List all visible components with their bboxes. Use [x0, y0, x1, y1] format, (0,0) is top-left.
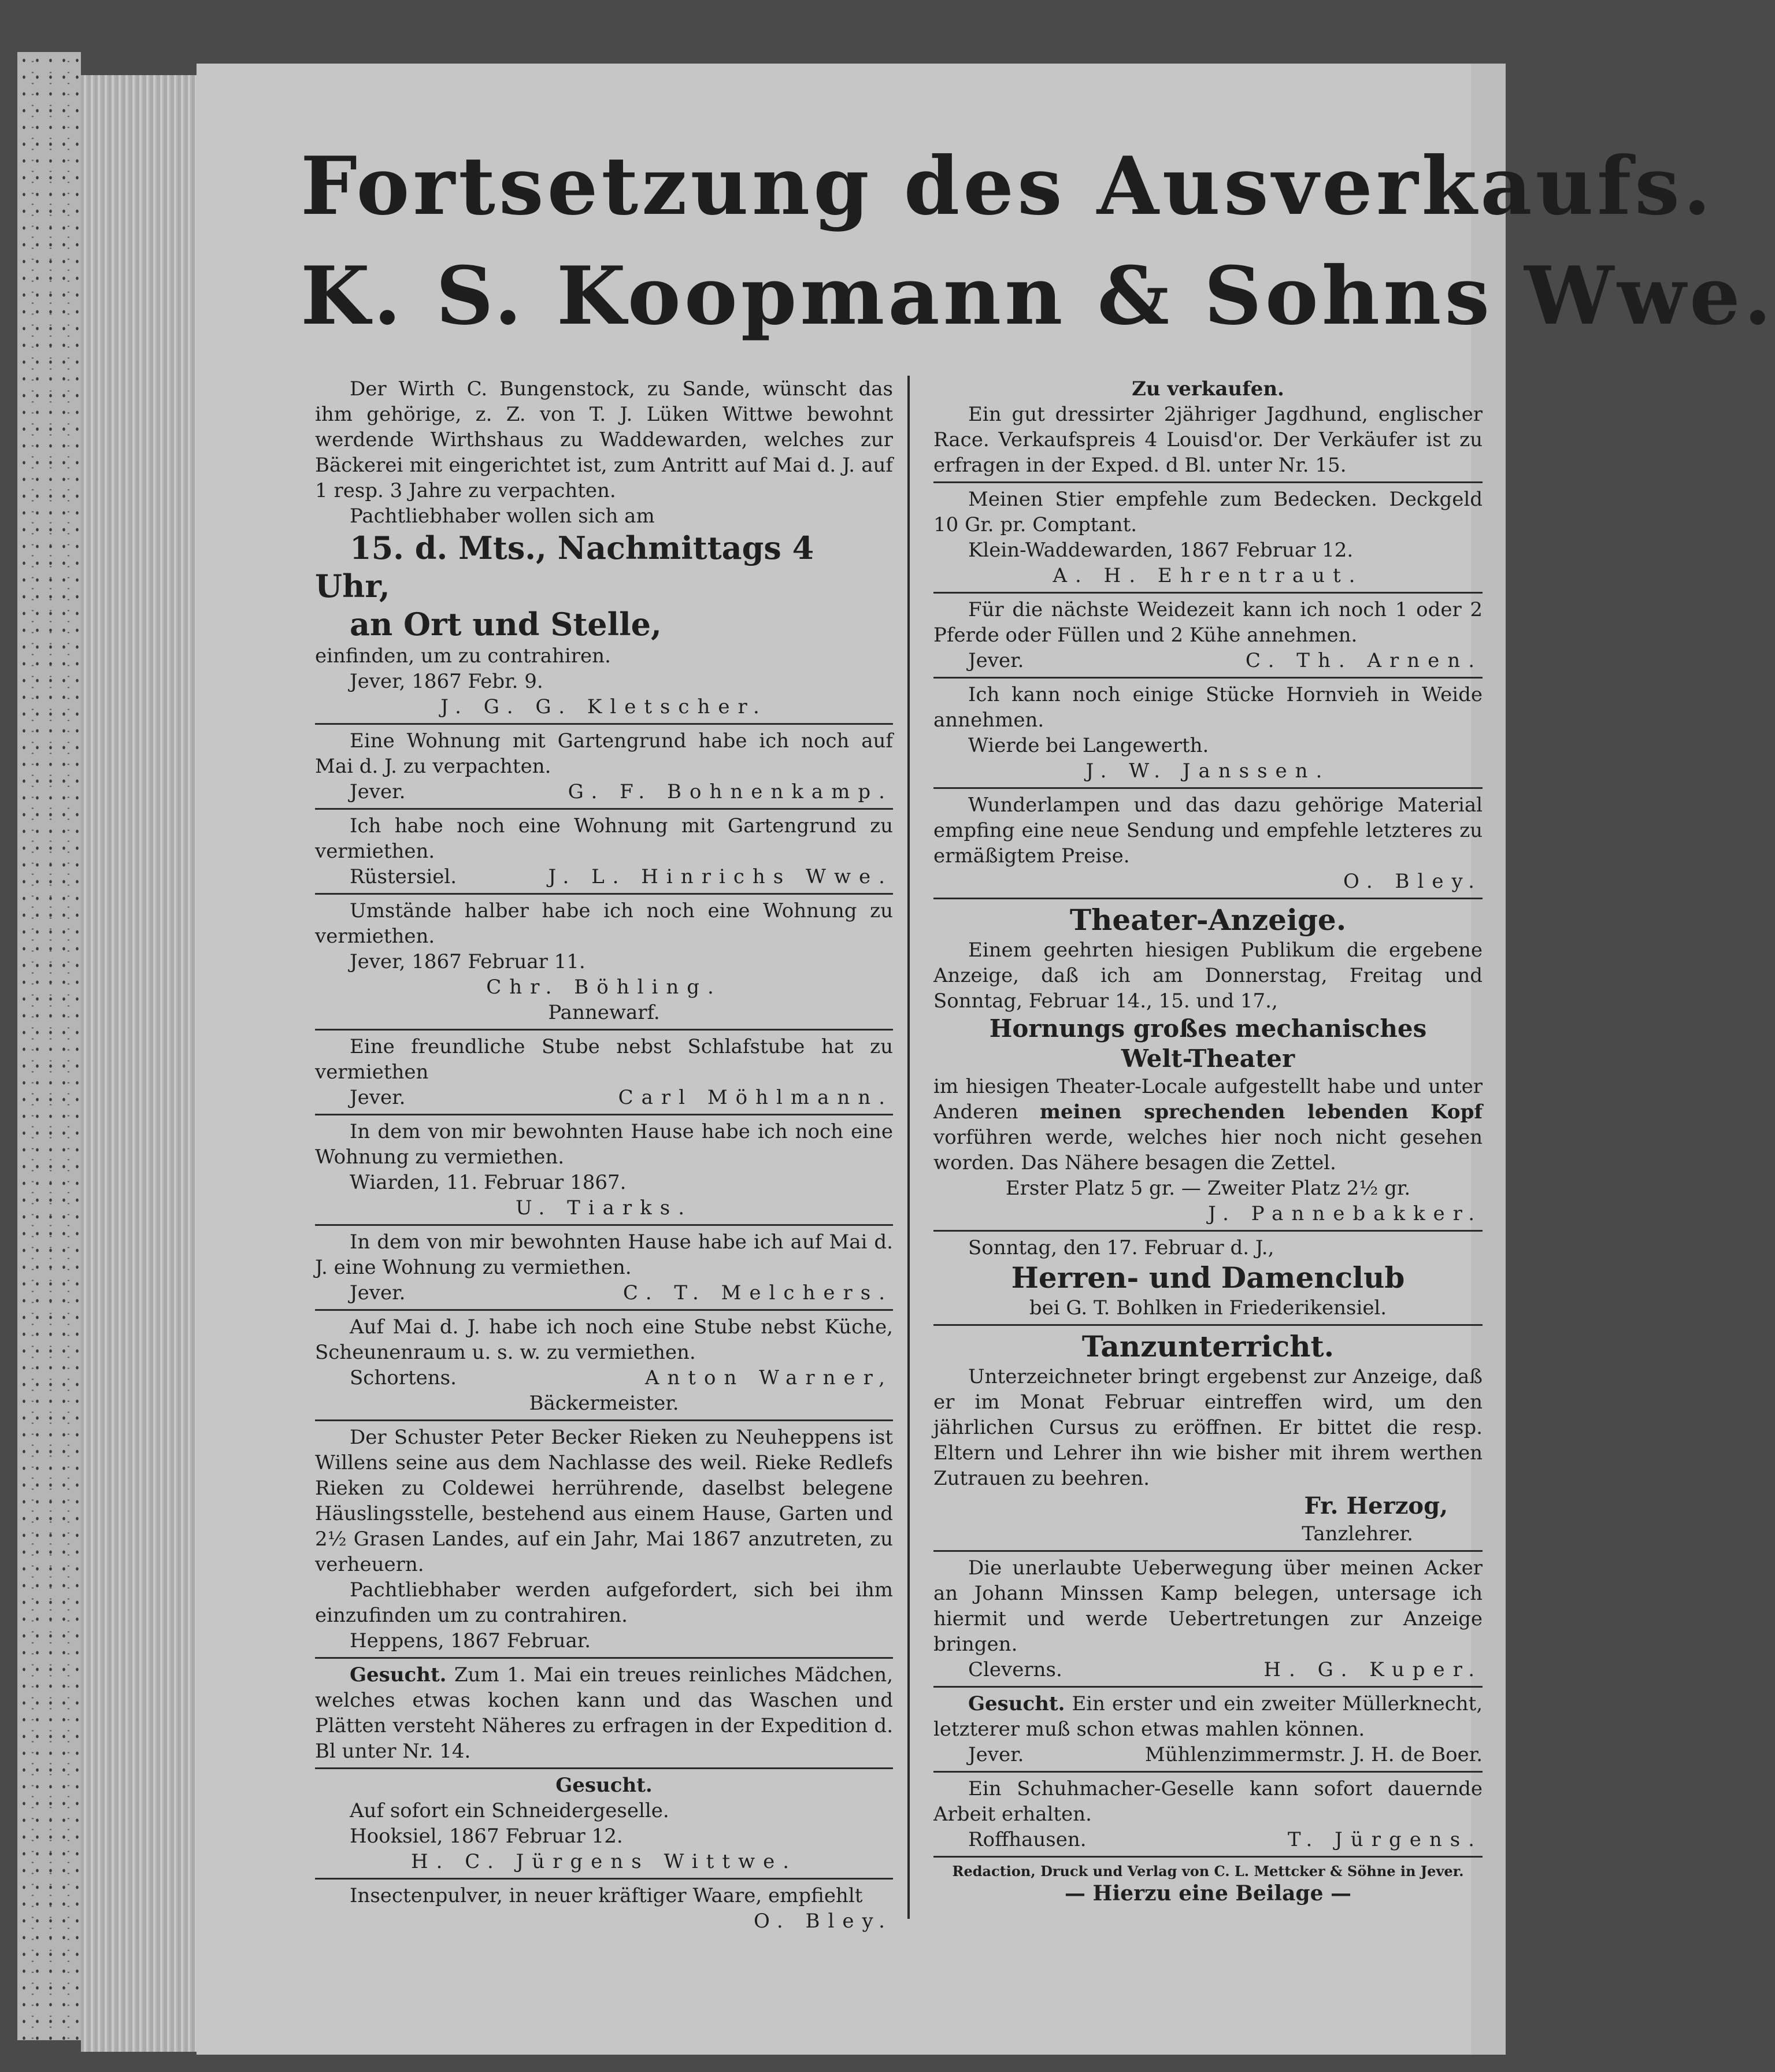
ad-title: Tanzunterricht.	[1081, 1329, 1335, 1363]
ad-text: Meinen Stier empfehle zum Bedecken. Deckgeld 10 Gr. pr. Comptant.	[933, 488, 1483, 536]
ad-highlight: Herren- und Damenclub	[1011, 1261, 1405, 1295]
ad-wirthshaus	[315, 373, 893, 725]
ad-text: Umstände halber habe ich noch eine Wohnung zu vermiethen.	[315, 899, 893, 948]
ad-signature: A. H. Ehrentraut.	[1053, 564, 1363, 587]
ad-jagdhund	[933, 373, 1483, 483]
ad-wunderlampen	[933, 789, 1483, 899]
ad-schuhmacher	[933, 1773, 1483, 1858]
ad-wohnung-5	[315, 1226, 893, 1311]
ad-stube-kueche	[315, 1311, 893, 1421]
ad-text: Ich habe noch eine Wohnung mit Gartengrund zu vermiethen.	[315, 814, 893, 863]
ad-text: Der Wirth C. Bungenstock, zu Sande, wünscht das ihm gehörige, z. Z. von T. J. Lüken Wittwe bewohnt werdende Wirthshaus zu Waddewarden, welches zur Bäckerei mit eingerichtet ist, zum Antritt auf Mai d. J. auf 1 resp. 3 Jahre zu verpachten.	[315, 377, 893, 502]
ad-signature: T. Jürgens.	[1287, 1828, 1483, 1851]
ad-signature-sub: Tanzlehrer.	[1302, 1522, 1413, 1545]
imprint: Redaction, Druck und Verlag von C. L. Mettcker & Söhne in Jever.	[952, 1863, 1464, 1880]
ad-signature: J. G. G. Kletscher.	[440, 695, 768, 718]
ad-date: Jever, 1867 Febr. 9.	[350, 670, 543, 693]
ad-text: Eine Wohnung mit Gartengrund habe ich noch auf Mai d. J. zu verpachten.	[315, 729, 893, 778]
ad-signature: Carl Möhlmann.	[618, 1086, 893, 1109]
ad-text: Ich kann noch einige Stücke Hornvieh in Weide annehmen.	[933, 683, 1483, 732]
ad-signature: G. F. Bohnenkamp.	[568, 780, 893, 803]
ad-damenclub	[933, 1232, 1483, 1326]
ad-tanzunterricht	[933, 1326, 1483, 1552]
ad-bold-text: meinen sprechenden lebenden Kopf	[1040, 1100, 1483, 1124]
ad-gesucht-schneider	[315, 1769, 893, 1880]
ad-wohnung-4	[315, 1115, 893, 1226]
column-divider	[907, 376, 910, 1919]
ad-theater	[933, 899, 1483, 1232]
ad-text: In dem von mir bewohnten Hause habe ich auf Mai d. J. eine Wohnung zu vermiethen.	[315, 1230, 893, 1279]
ad-insectenpulver	[315, 1880, 893, 1937]
ad-text: im hiesigen Theater-Locale aufgestellt habe und unter Anderen	[933, 1075, 1483, 1124]
page-edges-stack	[81, 75, 208, 2052]
ad-highlight: Welt-Theater	[1121, 1044, 1295, 1073]
ad-text: bei G. T. Bohlken in Friederikensiel.	[1029, 1296, 1387, 1319]
ad-text: Ein erster und ein zweiter Müllerknecht, letzterer muß schon etwas mahlen können.	[933, 1692, 1483, 1741]
ad-muellerknecht	[933, 1688, 1483, 1773]
ad-text: Die unerlaubte Ueberwegung über meinen Acker an Johann Minssen Kamp belegen, untersage ich hiermit und werde Uebertretungen zur Anzeige bringen.	[933, 1556, 1483, 1656]
ad-date: Jever, 1867 Februar 11.	[350, 950, 586, 973]
ad-highlight: an Ort und Stelle,	[350, 606, 662, 643]
ad-date: Heppens, 1867 Februar.	[350, 1629, 591, 1652]
ad-text: vorführen werde, welches hier noch nicht gesehen worden. Das Nähere besagen die Zettel.	[933, 1126, 1483, 1174]
ad-wohnung-2	[315, 810, 893, 895]
ad-stube	[315, 1031, 893, 1115]
headline-line-2: K. S. Koopmann & Sohns Wwe.	[301, 249, 1775, 343]
ad-text: Zum 1. Mai ein treues reinliches Mädchen, welches etwas kochen kann und das Waschen und Plätten versteht Näheres zu erfragen in der Expedition d. Bl unter Nr. 14.	[315, 1663, 893, 1763]
ad-text: Ein Schuhmacher-Geselle kann sofort dauernde Arbeit erhalten.	[933, 1777, 1483, 1826]
ad-highlight: 15. d. Mts., Nachmittags 4 Uhr,	[315, 529, 814, 605]
ad-price: Erster Platz 5 gr. — Zweiter Platz 2½ gr.	[1005, 1177, 1411, 1200]
left-column	[315, 373, 893, 1937]
ad-signature: Anton Warner,	[644, 1366, 893, 1389]
ad-title: Zu verkaufen.	[1132, 377, 1284, 401]
ad-place: Jever.	[968, 1743, 1024, 1766]
book-cover-speckled	[17, 52, 81, 2040]
ad-text: Der Schuster Peter Becker Rieken zu Neuheppens ist Willens seine aus dem Nachlasse des weil. Rieke Redlefs Rieken zu Coldewei herrührende, daselbst belegene Häuslingsstelle, bestehend aus einem Hause, Garten und 2½ Grasen Landes, auf ein Jahr, Mai 1867 anzutreten, zu verheuern.	[315, 1426, 893, 1576]
ad-text: Auf sofort ein Schneidergeselle.	[350, 1799, 669, 1822]
ad-date: Klein-Waddewarden, 1867 Februar 12.	[968, 539, 1354, 562]
ad-hornvieh	[933, 679, 1483, 789]
ad-text: Pachtliebhaber werden aufgefordert, sich bei ihm einzufinden um zu contrahiren.	[315, 1578, 893, 1627]
ad-place: Roffhausen.	[968, 1828, 1087, 1851]
ad-label: Gesucht.	[968, 1692, 1065, 1715]
ad-text: Für die nächste Weidezeit kann ich noch 1 oder 2 Pferde oder Füllen und 2 Kühe annehmen.	[933, 598, 1483, 647]
ad-signature-sub: Pannewarf.	[548, 1001, 660, 1024]
ad-signature: U. Tiarks.	[515, 1196, 693, 1220]
ad-place: Jever.	[968, 649, 1024, 672]
ad-signature: Chr. Böhling.	[486, 976, 722, 999]
ad-signature: J. L. Hinrichs Wwe.	[548, 865, 893, 888]
ad-signature: C. T. Melchers.	[622, 1281, 893, 1304]
ad-stier	[933, 483, 1483, 594]
ad-wohnung-1	[315, 725, 893, 810]
ad-signature: J. W. Janssen.	[1085, 759, 1331, 783]
ad-place: Schortens.	[350, 1366, 457, 1389]
ad-signature: H. G. Kuper.	[1263, 1658, 1483, 1681]
ad-text: einfinden, um zu contrahiren.	[315, 644, 611, 668]
ad-place: Jever.	[350, 780, 406, 803]
ad-text: Pachtliebhaber wollen sich am	[350, 505, 655, 528]
ad-wohnung-3	[315, 895, 893, 1031]
ad-signature: O. Bley.	[754, 1910, 893, 1933]
ad-place: Wierde bei Langewerth.	[968, 734, 1209, 757]
ad-title: Gesucht.	[555, 1774, 653, 1797]
right-column	[933, 373, 1483, 1906]
ad-gesucht-maedchen	[315, 1659, 893, 1769]
ad-weidezeit	[933, 594, 1483, 679]
ad-date: Hooksiel, 1867 Februar 12.	[350, 1825, 623, 1848]
ad-title: Theater-Anzeige.	[1069, 903, 1347, 937]
ad-text: Insectenpulver, in neuer kräftiger Waare, empfiehlt	[350, 1884, 863, 1907]
ad-text: Unterzeichneter bringt ergebenst zur Anzeige, daß er im Monat Februar eintreffen wird, um den jährlichen Cursus zu eröffnen. Er bittet die resp. Eltern und Lehrer ihn wie bisher mit ihrem werthen Zutrauen zu beehren.	[933, 1365, 1483, 1490]
ad-place: Cleverns.	[968, 1658, 1062, 1681]
footer-imprint-block	[933, 1858, 1483, 1906]
ad-text: Auf Mai d. J. habe ich noch eine Stube nebst Küche, Scheunenraum u. s. w. zu vermiethen.	[315, 1315, 893, 1364]
ad-highlight: Hornungs großes mechanisches	[989, 1014, 1427, 1043]
ad-signature: Mühlenzimmermstr. J. H. de Boer.	[1144, 1743, 1483, 1766]
ad-haeuslingsstelle	[315, 1421, 893, 1659]
ad-text: Wunderlampen und das dazu gehörige Material empfing eine neue Sendung und empfehle letzteres zu ermäßigtem Preise.	[933, 794, 1483, 868]
ad-date: Wiarden, 11. Februar 1867.	[350, 1171, 627, 1194]
ad-place: Jever.	[350, 1086, 406, 1109]
ad-label: Gesucht.	[350, 1663, 447, 1686]
ad-text: Eine freundliche Stube nebst Schlafstube hat zu vermiethen	[315, 1035, 893, 1084]
ad-text: Einem geehrten hiesigen Publikum die ergebene Anzeige, daß ich am Donnerstag, Freitag und Sonntag, Februar 14., 15. und 17.,	[933, 939, 1483, 1013]
ad-date: Sonntag, den 17. Februar d. J.,	[968, 1236, 1274, 1259]
ad-signature-sub: Bäckermeister.	[529, 1392, 679, 1415]
headline-line-1: Fortsetzung des Ausverkaufs.	[301, 139, 1715, 233]
ad-place: Rüstersiel.	[350, 865, 457, 888]
ad-place: Jever.	[350, 1281, 406, 1304]
supplement-note: — Hierzu eine Beilage —	[1064, 1881, 1352, 1906]
ad-text: In dem von mir bewohnten Hause habe ich noch eine Wohnung zu vermiethen.	[315, 1120, 893, 1169]
ad-signature: Fr. Herzog,	[1304, 1492, 1448, 1519]
ad-signature: H. C. Jürgens Wittwe.	[410, 1850, 798, 1873]
ad-ueberwegung	[933, 1552, 1483, 1688]
ad-signature: C. Th. Arnen.	[1245, 649, 1483, 672]
ad-text: Ein gut dressirter 2jähriger Jagdhund, englischer Race. Verkaufspreis 4 Louisd'or. Der Verkäufer ist zu erfragen in der Exped. d Bl. unter Nr. 15.	[933, 403, 1483, 477]
ad-signature: O. Bley.	[1343, 870, 1483, 893]
ad-signature: J. Pannebakker.	[1208, 1202, 1483, 1225]
